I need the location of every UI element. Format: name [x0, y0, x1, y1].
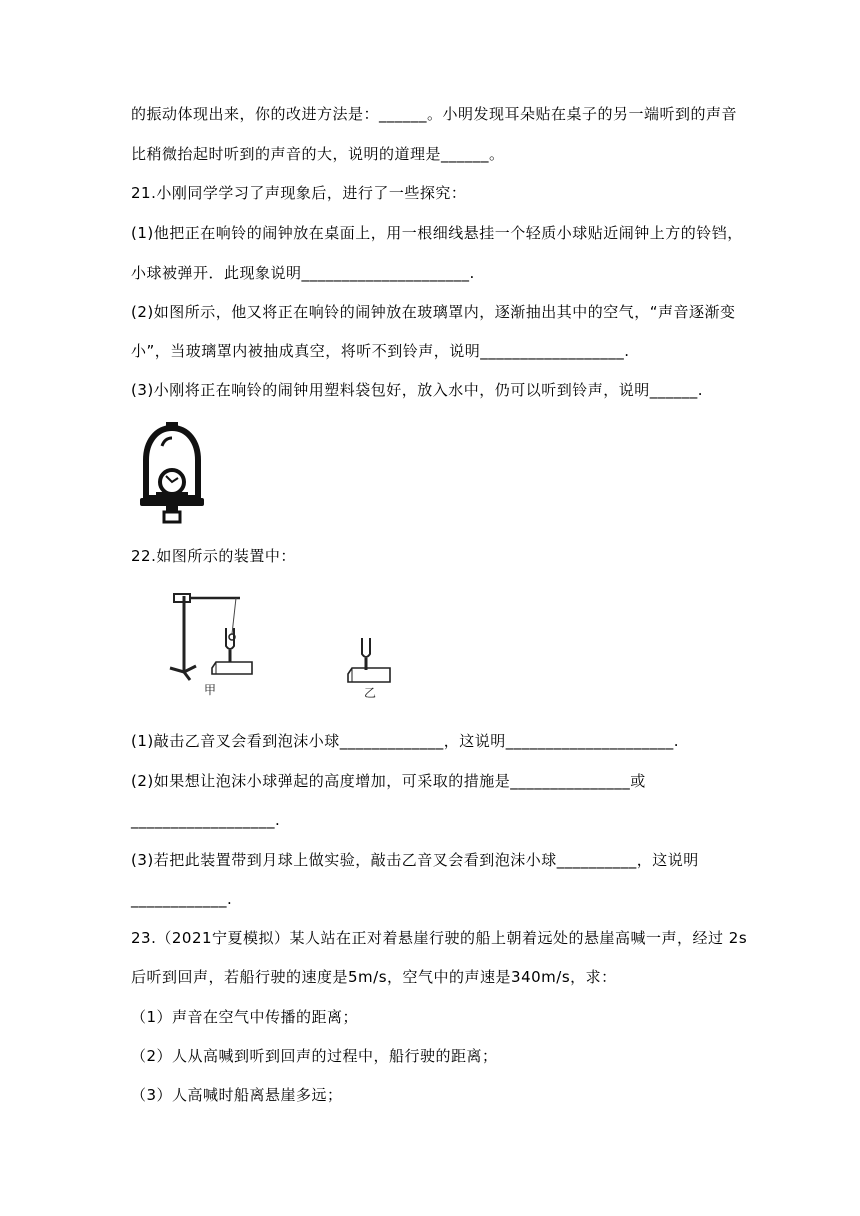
text-line: (1)敲击乙音叉会看到泡沫小球_____________，这说明_____________________. [131, 732, 680, 750]
text-line: 比稍微抬起时听到的声音的大，说明的道理是______。 [131, 145, 505, 163]
text-line: 小球被弹开．此现象说明_____________________. [131, 264, 475, 282]
bell-jar-figure [136, 420, 208, 528]
question-23-title: 23.（2021宁夏模拟）某人站在正对着悬崖行驶的船上朝着远处的悬崖高喊一声，经过 2s [131, 929, 748, 947]
text-line: ____________. [131, 890, 233, 908]
figure-label-yi: 乙 [364, 686, 377, 698]
text-line: 小”，当玻璃罩内被抽成真空，将听不到铃声，说明__________________. [131, 342, 630, 360]
text-line: 后听到回声，若船行驶的速度是5m/s，空气中的声速是340m/s，求： [131, 968, 617, 986]
tuning-fork-figure-jia [160, 588, 260, 698]
text-line: (3)若把此装置带到月球上做实验，敲击乙音叉会看到泡沫小球__________，这说明 [131, 851, 699, 869]
text-line: 的振动体现出来，你的改进方法是：______。小明发现耳朵贴在桌子的另一端听到的声音 [131, 105, 738, 123]
text-line: (1)他把正在响铃的闹钟放在桌面上，用一根细线悬挂一个轻质小球贴近闹钟上方的铃铛， [131, 224, 743, 242]
text-line: (2)如图所示，他又将正在响铃的闹钟放在玻璃罩内，逐渐抽出其中的空气，“声音逐渐变 [131, 303, 736, 321]
text-line: （2）人从高喊到听到回声的过程中，船行驶的距离； [131, 1047, 498, 1065]
tuning-fork-figure-yi [344, 636, 400, 698]
question-22-title: 22.如图所示的装置中： [131, 547, 296, 565]
text-line: (2)如果想让泡沫小球弹起的高度增加，可采取的措施是_______________或 [131, 772, 646, 790]
text-line: （1）声音在空气中传播的距离； [131, 1008, 359, 1026]
text-line: __________________. [131, 811, 281, 829]
text-line: （3）人高喊时船离悬崖多远； [131, 1086, 343, 1104]
question-21-title: 21.小刚同学学习了声现象后，进行了一些探究： [131, 184, 467, 202]
text-line: (3)小刚将正在响铃的闹钟用塑料袋包好，放入水中，仍可以听到铃声，说明______. [131, 381, 704, 399]
figure-label-jia: 甲 [204, 683, 217, 697]
